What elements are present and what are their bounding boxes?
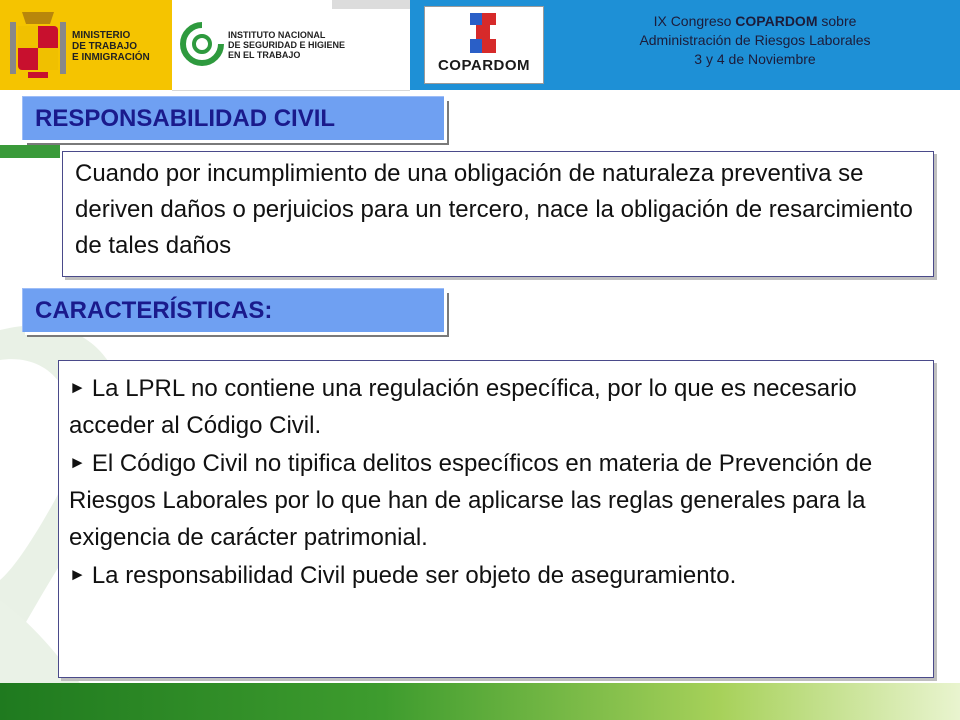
congress-line-3: 3 y 4 de Noviembre — [694, 51, 816, 67]
list-item — [69, 444, 923, 556]
insht-logo-block — [172, 0, 410, 91]
congress-line-2: Administración de Riesgos Laborales — [639, 32, 871, 48]
ministerio-text — [72, 30, 170, 63]
responsabilidad-definition-text: Cuando por incumplimiento de una obligación de naturaleza preventiva se deriven daños o perjuicios para un tercero, nace la obligación de resarcimiento de tales daños — [75, 160, 913, 259]
insht-line: INSTITUTO NACIONAL — [228, 30, 326, 40]
list-item-text: El Código Civil no tipifica delitos específicos en materia de Prevención de Riesgos Laborales por lo que han de aplicarse las reglas generales para la exigencia de carácter patrimonial. — [69, 450, 873, 551]
congress-line-1 — [560, 12, 950, 31]
insht-logo-icon — [180, 22, 224, 66]
copardom-logo — [424, 6, 544, 84]
bullet-arrow-icon: ► — [69, 565, 86, 584]
congress-title — [560, 12, 950, 69]
list-item-text: La responsabilidad Civil puede ser objeto de aseguramiento. — [91, 562, 737, 589]
copardom-mark-icon — [470, 13, 496, 53]
ministerio-line: E INMIGRACIÓN — [72, 52, 150, 63]
list-item — [69, 369, 923, 444]
footer-gradient-bar — [0, 683, 960, 720]
ministerio-line: DE TRABAJO — [72, 41, 138, 52]
bullet-arrow-icon: ► — [69, 453, 86, 472]
section-heading-caracteristicas: CARACTERÍSTICAS: — [22, 288, 444, 332]
congress-line-1-bold: COPARDOM — [735, 13, 818, 29]
list-item-text: La LPRL no contiene una regulación específica, por lo que es necesario acceder al Código Civil. — [69, 375, 857, 439]
insht-line: EN EL TRABAJO — [228, 50, 301, 60]
header-congress-banner — [410, 0, 960, 90]
insht-text — [228, 30, 404, 60]
bullet-arrow-icon: ► — [69, 378, 86, 397]
coat-of-arms-icon — [8, 8, 68, 82]
congress-line-1-suffix: sobre — [817, 13, 857, 29]
copardom-logo-text: COPARDOM — [437, 57, 531, 74]
caracteristicas-list-box — [58, 360, 934, 678]
section-heading-responsabilidad: RESPONSABILIDAD CIVIL — [22, 96, 444, 140]
ministerio-logo — [0, 0, 172, 90]
ministerio-line: MINISTERIO — [72, 30, 131, 41]
header — [0, 0, 960, 90]
congress-line-1-prefix: IX Congreso — [653, 13, 736, 29]
insht-line: DE SEGURIDAD E HIGIENE — [228, 40, 346, 50]
list-item — [69, 556, 923, 594]
responsabilidad-definition-box — [62, 151, 934, 277]
